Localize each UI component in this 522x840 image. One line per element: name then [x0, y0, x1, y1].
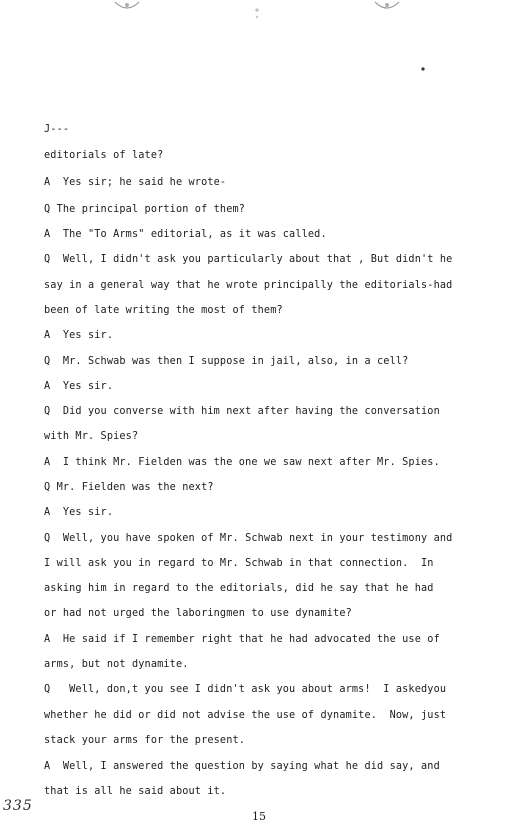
punch-hole-mark	[112, 0, 142, 14]
text-line: A Yes sir.	[44, 507, 114, 518]
punch-hole-mark	[372, 0, 402, 14]
text-line: Q Mr. Fielden was the next?	[44, 482, 214, 493]
text-line: been of late writing the most of them?	[44, 305, 283, 316]
text-line: J---	[44, 124, 70, 135]
text-line: say in a general way that he wrote principally the editorials-had	[44, 280, 453, 291]
text-line: Q The principal portion of them?	[44, 204, 246, 215]
text-line: or had not urged the laboringmen to use dynamite?	[44, 608, 352, 619]
ink-speck	[420, 66, 426, 72]
text-line: whether he did or did not advise the use of dynamite. Now, just	[44, 710, 447, 721]
text-line: Q Mr. Schwab was then I suppose in jail, also, in a cell?	[44, 356, 409, 367]
text-line: A Yes sir; he said he wrote-	[44, 177, 227, 188]
text-line: A I think Mr. Fielden was the one we saw next after Mr. Spies.	[44, 457, 440, 468]
text-line: Q Well, I didn't ask you particularly about that , But didn't he	[44, 254, 453, 265]
text-line: I will ask you in regard to Mr. Schwab in that connection. In	[44, 558, 434, 569]
text-line: Q Well, you have spoken of Mr. Schwab next in your testimony and	[44, 533, 453, 544]
text-line: A Yes sir.	[44, 330, 114, 341]
handwritten-margin-note: 335	[3, 798, 33, 814]
text-line: A Well, I answered the question by saying what he did say, and	[44, 761, 440, 772]
text-line: A The "To Arms" editorial, as it was called.	[44, 229, 327, 240]
text-line: A Yes sir.	[44, 381, 114, 392]
text-line: Q Did you converse with him next after having the conversation	[44, 406, 440, 417]
punch-hole-mark	[252, 6, 262, 20]
text-line: that is all he said about it.	[44, 786, 227, 797]
text-line: A He said if I remember right that he had advocated the use of	[44, 634, 440, 645]
text-line: Q Well, don,t you see I didn't ask you about arms! I askedyou	[44, 684, 447, 695]
text-line: arms, but not dynamite.	[44, 659, 189, 670]
text-line: with Mr. Spies?	[44, 431, 139, 442]
text-line: stack your arms for the present.	[44, 735, 246, 746]
page-number: 15	[252, 810, 266, 823]
text-line: asking him in regard to the editorials, did he say that he had	[44, 583, 434, 594]
text-line: editorials of late?	[44, 150, 164, 161]
